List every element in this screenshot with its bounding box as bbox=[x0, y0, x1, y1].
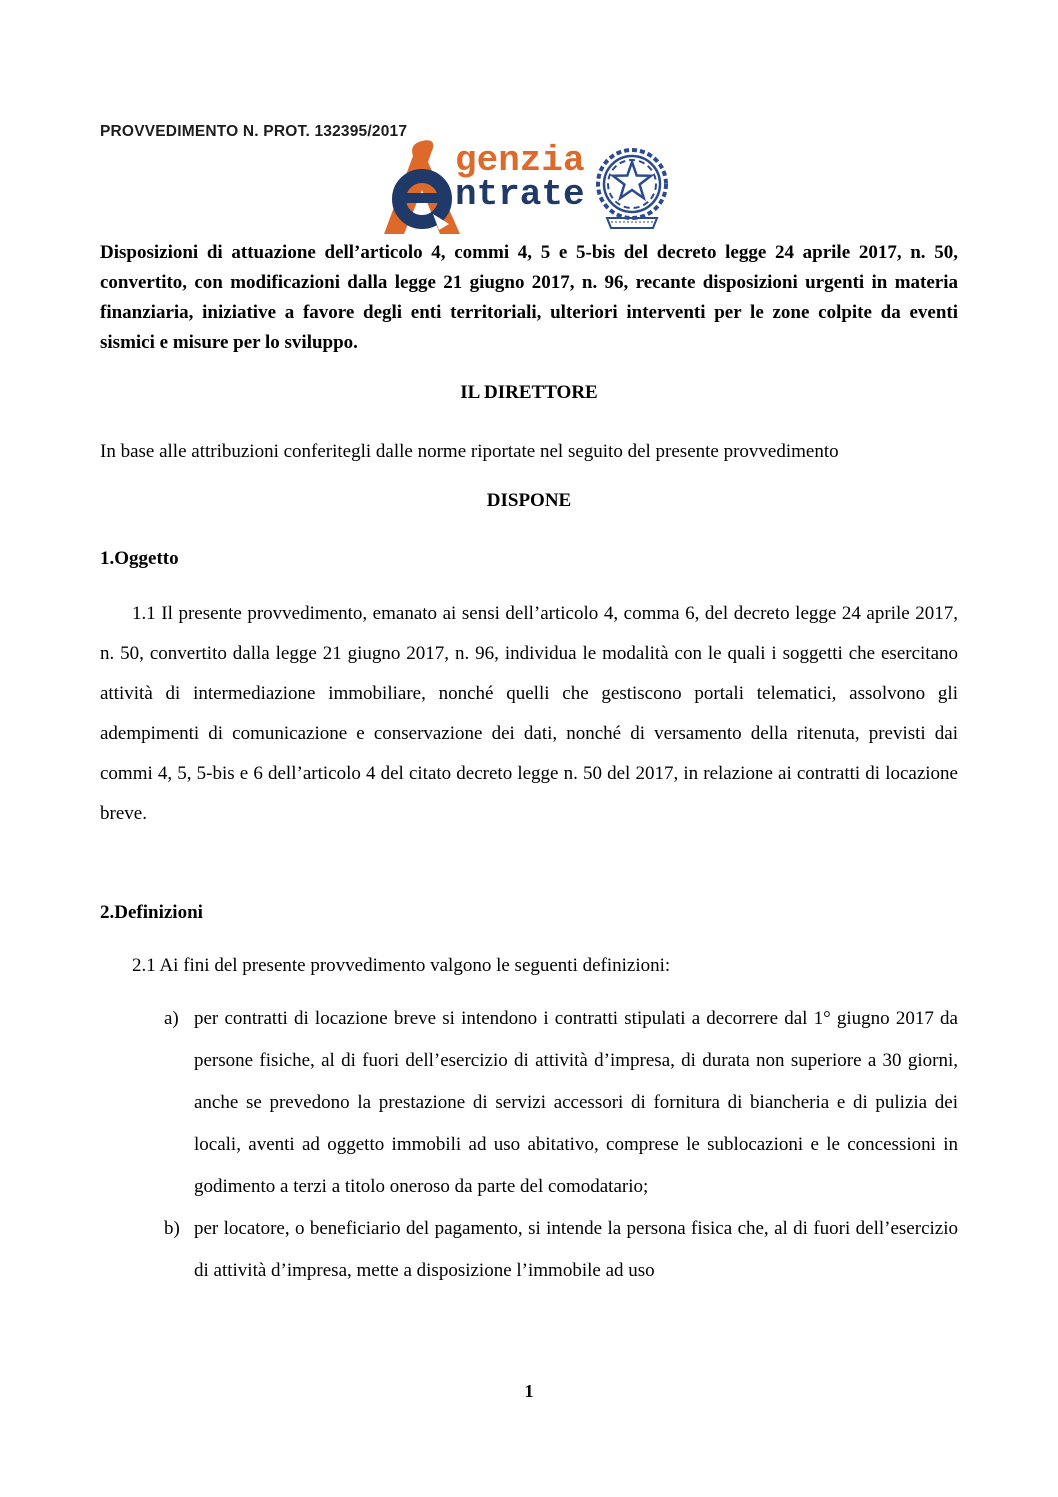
section-1-paragraph: 1.1 Il presente provvedimento, emanato ai sensi dell’articolo 4, comma 6, del decreto legge 24 aprile 2017, n. 50, convertito dalla legge 21 giugno 2017, n. 96, individua le modalità con le quali i soggetti che esercitano attività di intermediazione immobiliare, nonché quelli che gestiscono portali telematici, assolvono gli adempimenti di comunicazione e conservazione dei dati, nonché di versamento della ritenuta, previsti dai commi 4, 5, 5-bis e 6 dell’articolo 4 del citato decreto legge n. 50 del 2017, in relazione ai contratti di locazione breve. bbox=[100, 603, 958, 824]
section-2-heading: 2.Definizioni bbox=[100, 902, 203, 923]
italian-republic-emblem-icon bbox=[591, 138, 673, 232]
list-text-b: per locatore, o beneficiario del pagamento, si intende la persona fisica che, al di fuori dell’esercizio di attività d’impresa, mette a disposizione l’immobile ad uso bbox=[194, 1218, 958, 1281]
director-heading: IL DIRETTORE bbox=[460, 382, 598, 403]
list-text-a: per contratti di locazione breve si intendono i contratti stipulati a decorrere dal 1° giugno 2017 da persone fisiche, al di fuori dell’esercizio di attività d’impresa, di durata non superiore a 30 giorni, anche se prevedono la prestazione di servizi accessori di fornitura di biancheria e di pulizia dei locali, aventi ad oggetto immobili ad uso abitativo, comprese le sublocazioni e le concessioni in godimento a terzi a titolo oneroso da parte del comodatario; bbox=[194, 1008, 958, 1197]
section-2-paragraph: 2.1 Ai fini del presente provvedimento valgono le seguenti definizioni: bbox=[132, 955, 671, 976]
agenzia-entrate-wordmark bbox=[455, 142, 585, 214]
page-number: 1 bbox=[524, 1381, 534, 1401]
definition-item-a bbox=[100, 998, 958, 1208]
document-body bbox=[100, 238, 958, 1292]
list-marker-a: a) bbox=[164, 1008, 179, 1029]
definition-item-b bbox=[100, 1208, 958, 1292]
agenzia-entrate-logo bbox=[383, 138, 673, 234]
intro-paragraph: In base alle attribuzioni conferitegli dalle norme riportate nel seguito del presente provvedimento bbox=[100, 441, 839, 462]
wordmark-line2: ntrate bbox=[455, 174, 585, 215]
agenzia-entrate-logo-icon bbox=[383, 140, 461, 234]
document-title: Disposizioni di attuazione dell’articolo 4, commi 4, 5 e 5-bis del decreto legge 24 aprile 2017, n. 50, convertito, con modificazioni dalla legge 21 giugno 2017, n. 96, recante disposizioni urgenti in materia finanziaria, iniziative a favore degli enti territoriali, ulteriori interventi per le zone colpite da eventi sismici e misure per lo sviluppo. bbox=[100, 242, 958, 353]
list-marker-b: b) bbox=[164, 1218, 180, 1239]
wordmark-line1: genzia bbox=[455, 140, 585, 181]
section-1-heading: 1.Oggetto bbox=[100, 548, 179, 569]
protocol-number: PROVVEDIMENTO N. PROT. 132395/2017 bbox=[100, 123, 408, 140]
definition-list bbox=[100, 998, 958, 1292]
dispone-heading: DISPONE bbox=[486, 490, 572, 511]
